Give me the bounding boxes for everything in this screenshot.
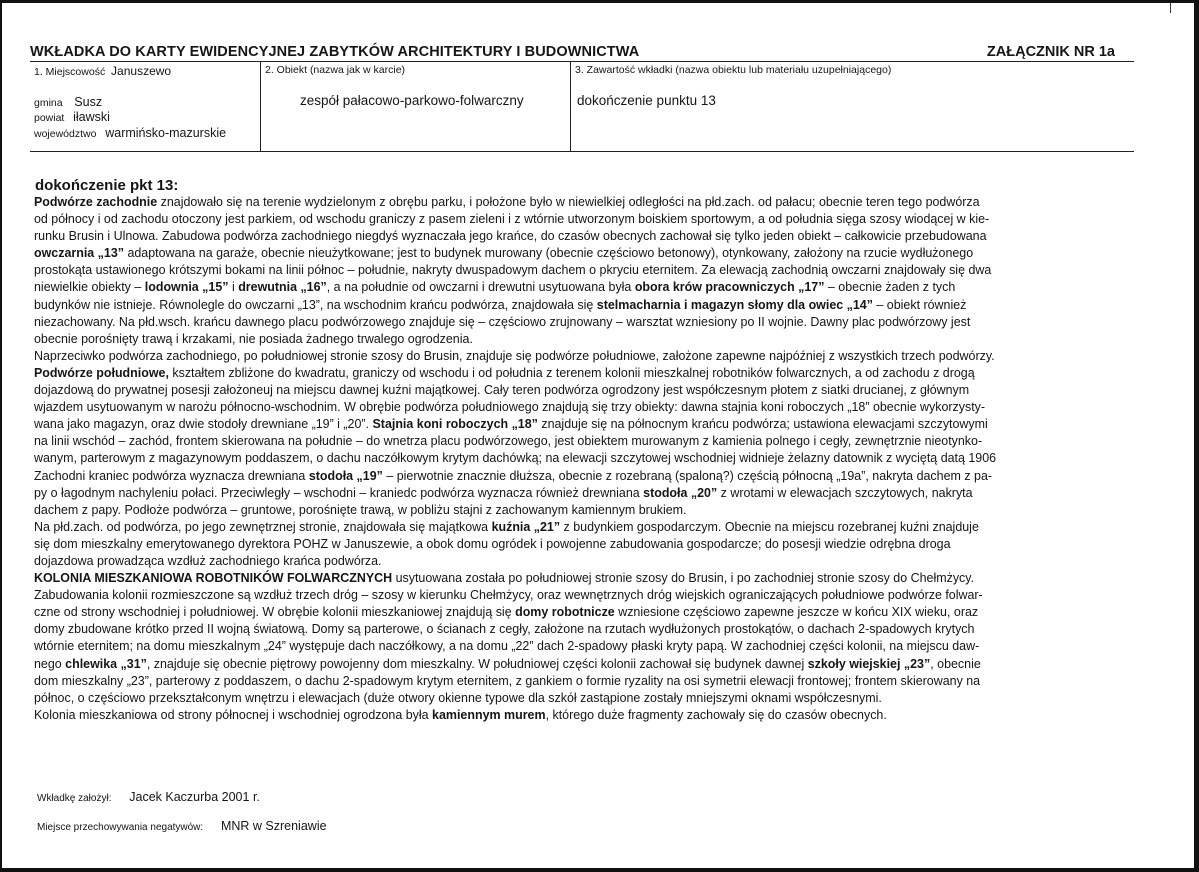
storage-row <box>37 817 327 835</box>
text-line <box>34 194 1144 211</box>
text-segment: znajdowało się na terenie wydzielonym z obrębu parku, i położone było w niewielkiej odległości na płd.zach. od pałacu; obecnie teren tego podwórza <box>157 195 980 209</box>
text-segment: runku Brusin i Ulnowa. Zabudowa podwórza zachodniego niegdyś wyznaczała jego krańce, do czasów obecnych zachował się tylko jeden obiekt – całkowicie przebudowana <box>34 229 987 244</box>
author-row <box>37 788 260 806</box>
text-line <box>34 690 1144 707</box>
locality-cell-header <box>34 64 171 78</box>
text-segment: na linii wschód – zachód, frontem skierowana na południe – do wnetrza placu podwórzowego, jest obiektem murowanym z kamienia polnego i cegły, zewnętrznie nieotynko- <box>34 434 983 449</box>
bold-text-segment: chlewika „31” <box>65 656 147 671</box>
text-line <box>34 245 1144 262</box>
bold-text-segment: lodownia „15” <box>144 280 229 295</box>
header-rule-bottom <box>30 151 1134 152</box>
text-line <box>34 656 1144 673</box>
text-line <box>34 570 1144 587</box>
storage-value: MNR w Szreniawie <box>220 819 327 833</box>
text-segment: prostokąta ustawionego krótszymi bokami na linii północ – południe, nakryty dwuspadowym dachem o pkryciu eternitem. Za elewacją zachodnią owczarni znajdowały się dwa <box>34 263 992 278</box>
text-segment: z budynkiem gospodarczym. Obecnie na miejscu rozebranej kuźni znajduje <box>560 519 979 534</box>
text-segment: wjazdem usytuowanym w narożu północno-wschodnim. W obrębie podwórza południowego znajdują się trzy obiekty: dawna stajnia koni roboczych „18” obecnie wykorzysty- <box>34 400 986 415</box>
text-line <box>34 331 1144 348</box>
bold-text-segment: KOLONIA MIESZKANIOWA ROBOTNIKÓW FOLWARCZNYCH <box>34 571 393 586</box>
text-segment: wana jako magazyn, oraz dwie stodoły drewniane „19” i „20”. <box>34 417 373 432</box>
body-text <box>34 194 1144 724</box>
text-line <box>34 519 1144 536</box>
text-segment: dojazdową do prywatnej posesji założoneuj na miejscu dawnej kuźni majątkowej. Cały teren podwórza ogrodzony jest współczesnym płotem z siatki drucianej, z głównym <box>34 383 970 398</box>
text-line <box>34 433 1144 450</box>
bold-text-segment: kamiennym murem <box>432 707 546 722</box>
gmina-row <box>34 95 102 109</box>
attachment-number: ZAŁĄCZNIK NR 1a <box>986 44 1115 60</box>
locality-label: 1. Miejscowość <box>34 66 106 78</box>
text-line <box>34 382 1144 399</box>
text-segment: z wrotami w elewacjach szczytowych, nakryta <box>717 485 973 500</box>
bold-text-segment: stodoła „19” <box>308 468 383 483</box>
text-line <box>34 673 1144 690</box>
text-segment: znajduje się na północnym krańcu podwórza; ustawiona elewacjami szczytowymi <box>537 417 988 432</box>
author-value: Jacek Kaczurba 2001 r. <box>129 790 260 804</box>
text-segment: czne od strony wschodniej i południowej. W obrębie kolonii mieszkaniowej znajdują się <box>34 605 516 620</box>
text-line <box>34 399 1144 416</box>
text-segment: Na płd.zach. od podwórza, po jego zewnętrznej stronie, znajdowała się majątkowa <box>34 519 492 534</box>
bold-text-segment: szkoły wiejskiej „23” <box>807 656 931 671</box>
text-line <box>34 450 1144 467</box>
text-line <box>34 365 1144 382</box>
text-segment: budynków nie istnieje. Równolegle do owczarni „13”, na wschodnim krańcu podwórza, znajdowała się <box>34 297 597 312</box>
bold-text-segment: kuźnia „21” <box>491 519 561 534</box>
text-segment: niezachowany. Na płd.wsch. krańcu dawnego placu podwórzowego znajduje się – częściowo zrujnowany – warsztat wzniesiony po II wojnie. Dawny plac podwórzowy jest <box>34 314 971 329</box>
bold-text-segment: Stajnia koni roboczych „18” <box>372 417 538 432</box>
text-segment: – pierwotnie znacznie dłuższa, obecnie z rozebraną (spaloną?) częścią północną „19a”, nakryta dachem z pa- <box>382 468 993 483</box>
text-segment: Zachodni kraniec podwórza wyznacza drewniana <box>34 468 309 483</box>
powiat-row <box>34 110 110 124</box>
bold-text-segment: stelmacharnia i magazyn słomy dla owiec „14” <box>596 297 873 312</box>
object-label: 2. Obiekt (nazwa jak w karcie) <box>265 64 406 76</box>
cell-divider-2 <box>570 61 571 151</box>
form-title: WKŁADKA DO KARTY EWIDENCYJNEJ ZABYTKÓW ARCHITEKTURY I BUDOWNICTWA <box>30 44 640 60</box>
text-line <box>34 228 1144 245</box>
text-segment: , obecnie <box>930 656 981 671</box>
gmina-value: Susz <box>74 95 103 109</box>
text-line <box>34 638 1144 655</box>
bold-text-segment: Podwórze zachodnie <box>34 195 158 209</box>
text-line <box>34 211 1144 228</box>
author-label: Wkładkę założył: <box>37 793 112 804</box>
text-line <box>34 416 1144 433</box>
bold-text-segment: domy robotnicze <box>515 605 615 620</box>
text-segment: Naprzeciwko podwórza zachodniego, po południowej stronie szosy do Brusin, znajduje się podwórze południowe, założone zapewne najpóźniej z wszystkich trzech podwórzy. <box>34 348 995 363</box>
text-segment: py o łagodnym nachyleniu połaci. Przeciwległy – wschodni – kraniedc podwórza wyznacza również drewniana <box>34 485 644 500</box>
text-segment: – obecnie żaden z tych <box>824 280 956 295</box>
text-segment: usytuowana została po południowej stronie szosy do Brusin, i po zachodniej stronie szosy do Chełmżycy. <box>392 571 975 586</box>
text-segment: obecnie porośnięty trawą i krzakami, nie posiada żadnego trwalego ogrodzenia. <box>34 331 473 346</box>
bold-text-segment: owczarnia „13” <box>34 246 124 261</box>
text-segment: się dom mieszkalny emerytowanego dyrektora POHZ w Januszewie, a obok domu ogródek i powojenne zabudowania gospodarcze; do posesji wiedzie odrębna droga <box>34 536 951 551</box>
bold-text-segment: stodoła „20” <box>643 485 718 500</box>
powiat-label: powiat <box>34 112 65 124</box>
header-rule-top <box>30 61 1134 62</box>
text-segment: dojazdowa prowadząca wzdłuż zachodniego krańca podwórza. <box>34 553 382 568</box>
text-line <box>34 536 1144 553</box>
text-segment: od północy i od zachodu otoczony jest parkiem, od wschodu graniczy z pasem zieleni i z wtórnie utworzonym boiskiem sportowym, a od południa sięga szosy wiodącej w kie- <box>34 212 990 227</box>
bold-text-segment: Podwórze południowe, <box>34 365 169 380</box>
locality-value: Januszewo <box>111 64 172 78</box>
text-segment: , którego duże fragmenty zachowały się do czasów obecnych. <box>545 707 887 722</box>
text-segment: Zabudowania kolonii rozmieszczone są wzdłuż trzech dróg – szosy w kierunku Chełmżycy, oraz wewnętrznych dróg wiejskich ograniczających południowe podwórze folwar- <box>34 588 983 603</box>
text-segment: Kolonia mieszkaniowa od strony północnej i wschodniej ogrodzona była <box>34 707 433 722</box>
powiat-value: iławski <box>73 110 110 124</box>
text-segment: nego <box>34 656 66 671</box>
wojewodztwo-label: województwo <box>34 128 97 140</box>
text-line <box>34 587 1144 604</box>
text-line <box>34 279 1144 296</box>
text-segment: północ, o częściowo przekształconym wnętrzu i elewacjach (duże otwory okienne typowe dla szkół zastąpione zostały mniejszymi oknami współczesnymi. <box>34 690 882 705</box>
text-segment: domy zbudowane krótko przed II wojną światową. Domy są parterowe, o ścianach z cegły, założone na rzutach wydłużonych prostokątów, o dachach 2-spadowych krytych <box>34 622 975 637</box>
content-label: 3. Zawartość wkładki (nazwa obiektu lub materiału uzupełniającego) <box>575 64 892 76</box>
corner-mark <box>1170 3 1171 13</box>
text-segment: wzniesione częściowo zapewne jeszcze w końcu XIX wieku, oraz <box>614 605 979 620</box>
section-title: dokończenie pkt 13: <box>35 177 179 194</box>
wojewodztwo-value: warmińsko-mazurskie <box>105 126 227 140</box>
text-line <box>34 707 1144 724</box>
text-segment: dachem z papy. Podłoże podwórza – gruntowe, porośnięte trawą, w pobliżu stajni z zachowanym kamiennym brukiem. <box>34 502 687 517</box>
text-segment: i <box>228 280 239 295</box>
text-segment: dom mieszkalny „23”, parterowy z poddaszem, o dachu 2-spadowym krytym eternitem, z gankiem o formie ryzality na osi symetrii elewacji frontowej; frontem skierowany na <box>34 673 981 688</box>
bold-text-segment: drewutnia „16” <box>238 280 327 295</box>
text-segment: wanym, parterowym z magazynowym poddaszem, o dachu naczółkowym krytym dachówką; na elewacji szczytowej wschodniej widnieje żelazny datownik z wyciętą datą 1906 <box>34 451 997 466</box>
text-segment: , znajduje się obecnie piętrowy powojenny dom mieszkalny. W południowej części kolonii zachował się budynek dawnej <box>146 656 808 671</box>
text-segment: adaptowana na garaże, obecnie nieużytkowane; jest to budynek murowany (obecnie częściowo betonowy), otynkowany, założony na rzucie wydłużonego <box>123 246 974 261</box>
gmina-label: gmina <box>34 97 63 109</box>
cell-divider-1 <box>260 61 261 151</box>
text-line <box>34 485 1144 502</box>
text-segment: kształtem zbliżone do kwadratu, graniczy od wschodu i od południa z terenem kolonii mieszkalnej robotników folwarcznych, a od zachodu z drogą <box>168 365 975 380</box>
bold-text-segment: obora krów pracowniczych „17” <box>634 280 825 295</box>
text-line <box>34 348 1144 365</box>
text-line <box>34 502 1144 519</box>
text-segment: wtórnie eternitem; na domu mieszkalnym „24” występuje dach naczółkowy, a na domu „22” dach 2-spadowy płaski kryty papą. W zachodniej części kolonii, na miejscu daw- <box>34 639 980 654</box>
content-value: dokończenie punktu 13 <box>577 93 716 108</box>
text-line <box>34 621 1144 638</box>
text-line <box>34 262 1144 279</box>
text-line <box>34 297 1144 314</box>
text-line <box>34 604 1144 621</box>
text-line <box>34 553 1144 570</box>
text-line <box>34 314 1144 331</box>
text-line <box>34 468 1144 485</box>
text-segment: niewielkie obiekty – <box>34 280 145 295</box>
text-segment: – obiekt również <box>872 297 967 312</box>
storage-label: Miejsce przechowywania negatywów: <box>37 822 204 833</box>
wojewodztwo-row <box>34 126 226 140</box>
object-value: zespół pałacowo-parkowo-folwarczny <box>300 93 524 108</box>
text-segment: , a na południe od owczarni i drewutni usytuowana była <box>326 280 635 295</box>
